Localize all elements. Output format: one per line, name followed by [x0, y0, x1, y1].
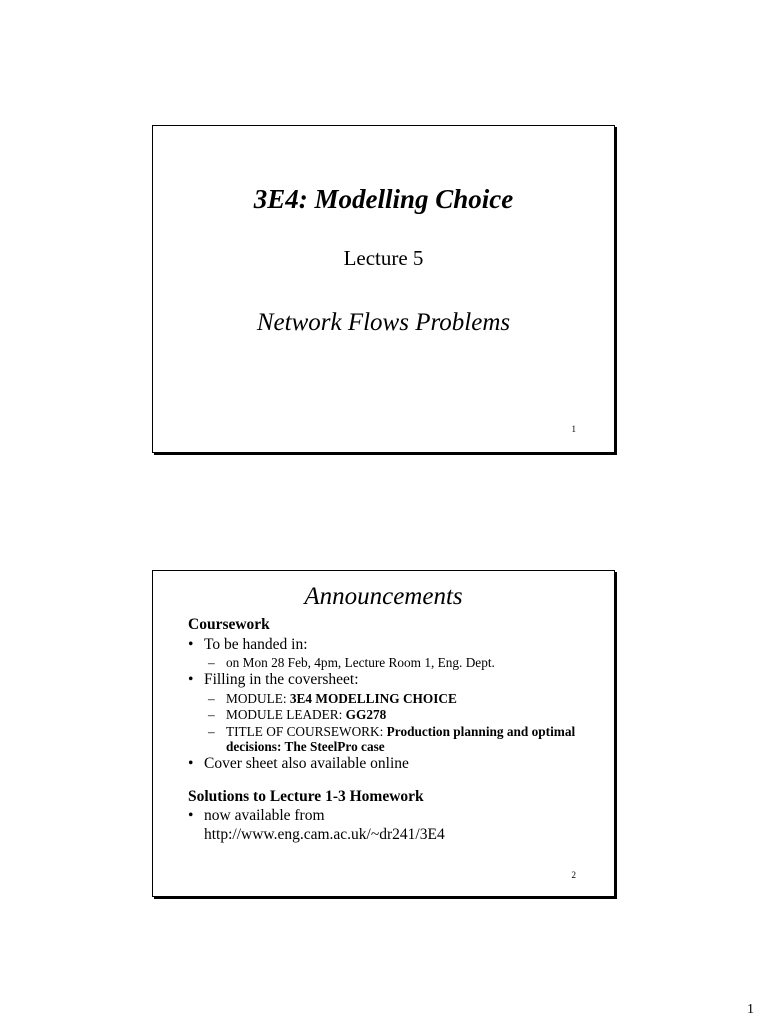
bullet-dot: • [188, 671, 194, 689]
page-number: 1 [747, 1002, 754, 1017]
dash-marker: – [208, 655, 215, 671]
dash-marker: – [208, 707, 215, 723]
sub-item-module [188, 691, 594, 706]
bullet-dot: • [188, 807, 194, 825]
bullet-dot: • [188, 755, 194, 773]
handin-detail-text: on Mon 28 Feb, 4pm, Lecture Room 1, Eng. Dept. [226, 655, 495, 671]
slide-1-subtitle: Lecture 5 [343, 246, 424, 270]
bullet-online [188, 755, 594, 774]
slide-1-topic: Network Flows Problems [256, 309, 511, 336]
sub-item-coursework-title [188, 724, 594, 755]
sub-item-leader [188, 707, 594, 722]
leader-value: GG278 [345, 707, 387, 723]
module-label: MODULE: [226, 691, 290, 707]
solutions-header: Solutions to Lecture 1-3 Homework [188, 787, 424, 805]
cw-title-value: Production planning and optimal decisions: The SteelPro case [226, 723, 576, 754]
slide-1 [152, 125, 615, 453]
bullet-online-text: Cover sheet also available online [204, 755, 409, 773]
bullet-coversheet [188, 671, 594, 690]
slide-2-title: Announcements [304, 583, 463, 610]
bullet-coversheet-text: Filling in the coversheet: [204, 671, 359, 689]
coursework-header: Coursework [188, 616, 270, 633]
bullet-handin [188, 636, 594, 655]
dash-marker: – [208, 691, 215, 707]
module-value: 3E4 MODELLING CHOICE [289, 691, 457, 707]
bullet-available-text: now available from [204, 807, 325, 825]
slide-2-body [188, 616, 594, 845]
slide-1-title: 3E4: Modelling Choice [253, 184, 514, 214]
sub-item-handin-detail [188, 655, 594, 670]
bullet-available [188, 807, 594, 844]
leader-label: MODULE LEADER: [226, 707, 346, 723]
bullet-dot: • [188, 635, 194, 653]
slide-1-number: 1 [571, 424, 576, 434]
slide-2-number: 2 [571, 870, 576, 880]
slide-2 [152, 570, 615, 897]
dash-marker: – [208, 723, 215, 739]
bullet-handin-text: To be handed in: [204, 635, 308, 653]
cw-title-label: TITLE OF COURSEWORK: [226, 723, 387, 739]
solutions-url[interactable]: http://www.eng.cam.ac.uk/~dr241/3E4 [204, 825, 445, 843]
